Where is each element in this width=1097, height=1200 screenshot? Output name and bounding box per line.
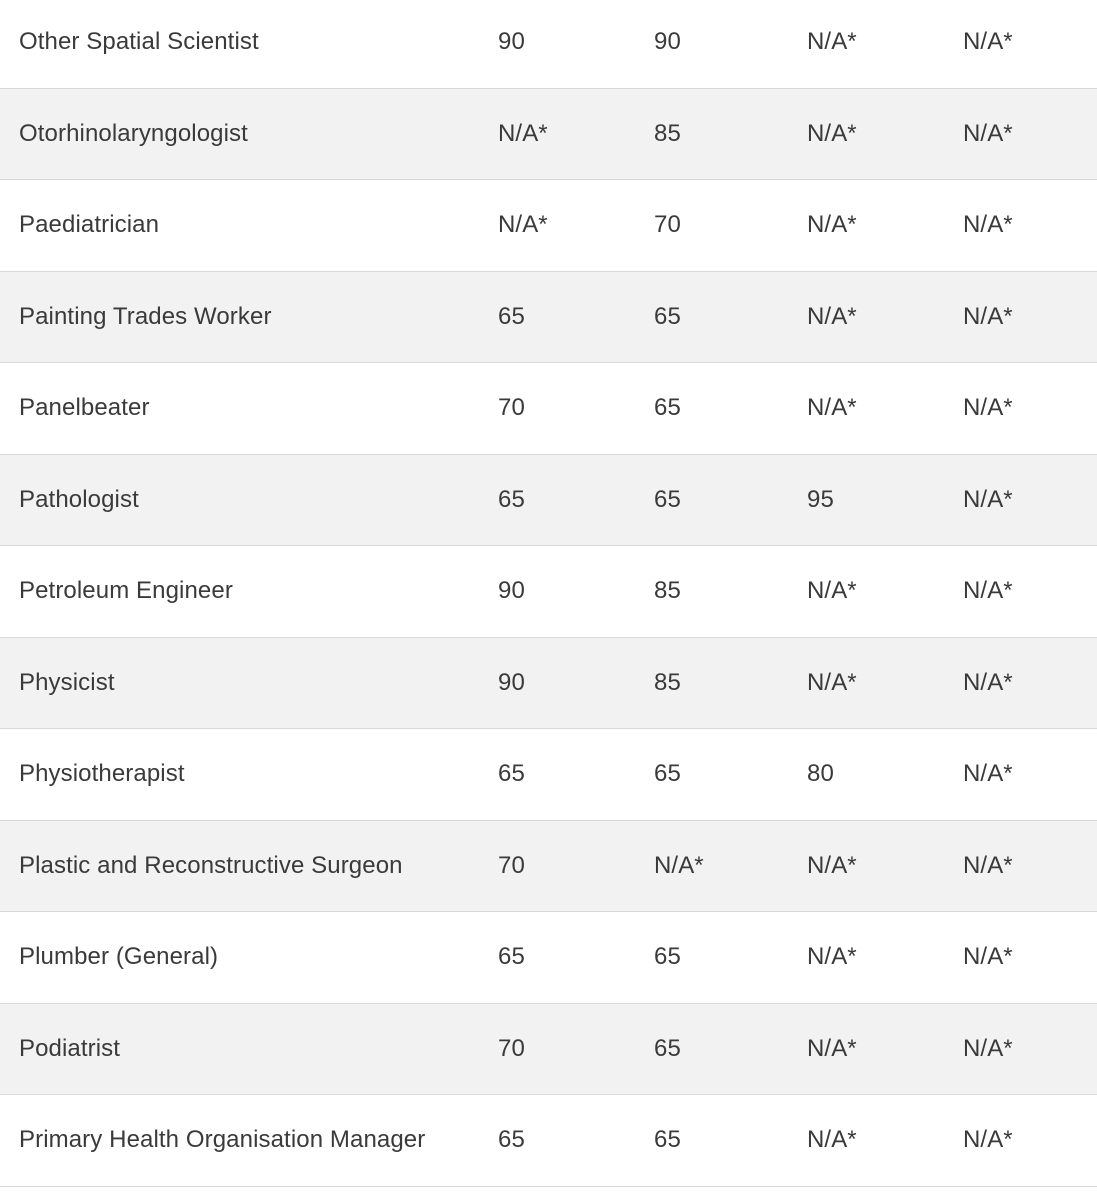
score-col-1: 90 [498, 28, 525, 56]
score-col-4: N/A* [963, 394, 1013, 422]
table-row [0, 180, 1097, 272]
score-col-2: 65 [654, 485, 681, 513]
table-row [0, 729, 1097, 821]
score-col-1: N/A* [498, 119, 548, 147]
score-col-3: N/A* [807, 1126, 857, 1154]
score-col-4: N/A* [963, 577, 1013, 605]
score-col-4: N/A* [963, 1034, 1013, 1062]
score-col-3: N/A* [807, 211, 857, 239]
occupation-name: Primary Health Organisation Manager [19, 1126, 426, 1154]
score-col-2: 65 [654, 1034, 681, 1062]
occupation-name: Plastic and Reconstructive Surgeon [19, 851, 403, 879]
score-col-2: 65 [654, 302, 681, 330]
occupation-name: Painting Trades Worker [19, 302, 272, 330]
score-col-1: 70 [498, 1034, 525, 1062]
score-col-2: 90 [654, 28, 681, 56]
occupation-name: Physicist [19, 668, 115, 696]
score-col-4: N/A* [963, 119, 1013, 147]
occupation-name: Physiotherapist [19, 760, 185, 788]
table-row [0, 638, 1097, 730]
score-col-1: 65 [498, 485, 525, 513]
occupation-name: Podiatrist [19, 1034, 121, 1062]
score-col-2: 65 [654, 943, 681, 971]
score-col-3: N/A* [807, 119, 857, 147]
score-col-3: N/A* [807, 577, 857, 605]
table-row [0, 272, 1097, 364]
occupation-name: Plumber (General) [19, 943, 219, 971]
score-col-4: N/A* [963, 1126, 1013, 1154]
score-col-4: N/A* [963, 211, 1013, 239]
score-col-2: 65 [654, 394, 681, 422]
score-col-1: 65 [498, 1126, 525, 1154]
score-col-1: 65 [498, 760, 525, 788]
score-col-1: 70 [498, 394, 525, 422]
score-col-3: N/A* [807, 851, 857, 879]
score-col-3: N/A* [807, 668, 857, 696]
table-row [0, 912, 1097, 1004]
score-col-2: N/A* [654, 851, 704, 879]
score-col-1: 65 [498, 943, 525, 971]
score-col-2: 85 [654, 119, 681, 147]
table-row [0, 821, 1097, 913]
score-col-2: 85 [654, 577, 681, 605]
score-col-3: N/A* [807, 1034, 857, 1062]
table-row [0, 363, 1097, 455]
score-col-4: N/A* [963, 302, 1013, 330]
score-col-4: N/A* [963, 760, 1013, 788]
score-col-4: N/A* [963, 485, 1013, 513]
score-col-2: 85 [654, 668, 681, 696]
score-col-3: N/A* [807, 394, 857, 422]
score-col-1: 70 [498, 851, 525, 879]
score-col-4: N/A* [963, 943, 1013, 971]
score-col-4: N/A* [963, 28, 1013, 56]
score-col-3: N/A* [807, 943, 857, 971]
table-row [0, 455, 1097, 547]
table-row [0, 0, 1097, 89]
table-row [0, 546, 1097, 638]
score-col-3: N/A* [807, 28, 857, 56]
score-col-3: 95 [807, 485, 834, 513]
score-col-3: 80 [807, 760, 834, 788]
score-col-2: 65 [654, 1126, 681, 1154]
score-col-1: 90 [498, 668, 525, 696]
score-col-4: N/A* [963, 668, 1013, 696]
table-row [0, 1095, 1097, 1187]
occupation-name: Panelbeater [19, 394, 150, 422]
score-col-3: N/A* [807, 302, 857, 330]
score-col-2: 65 [654, 760, 681, 788]
occupation-name: Otorhinolaryngologist [19, 119, 248, 147]
occupation-name: Other Spatial Scientist [19, 28, 259, 56]
occupation-name: Petroleum Engineer [19, 577, 233, 605]
score-col-4: N/A* [963, 851, 1013, 879]
table-row [0, 89, 1097, 181]
occupation-name: Pathologist [19, 485, 139, 513]
score-col-1: N/A* [498, 211, 548, 239]
score-col-1: 90 [498, 577, 525, 605]
occupation-name: Paediatrician [19, 211, 160, 239]
score-col-2: 70 [654, 211, 681, 239]
score-col-1: 65 [498, 302, 525, 330]
table-row [0, 1004, 1097, 1096]
